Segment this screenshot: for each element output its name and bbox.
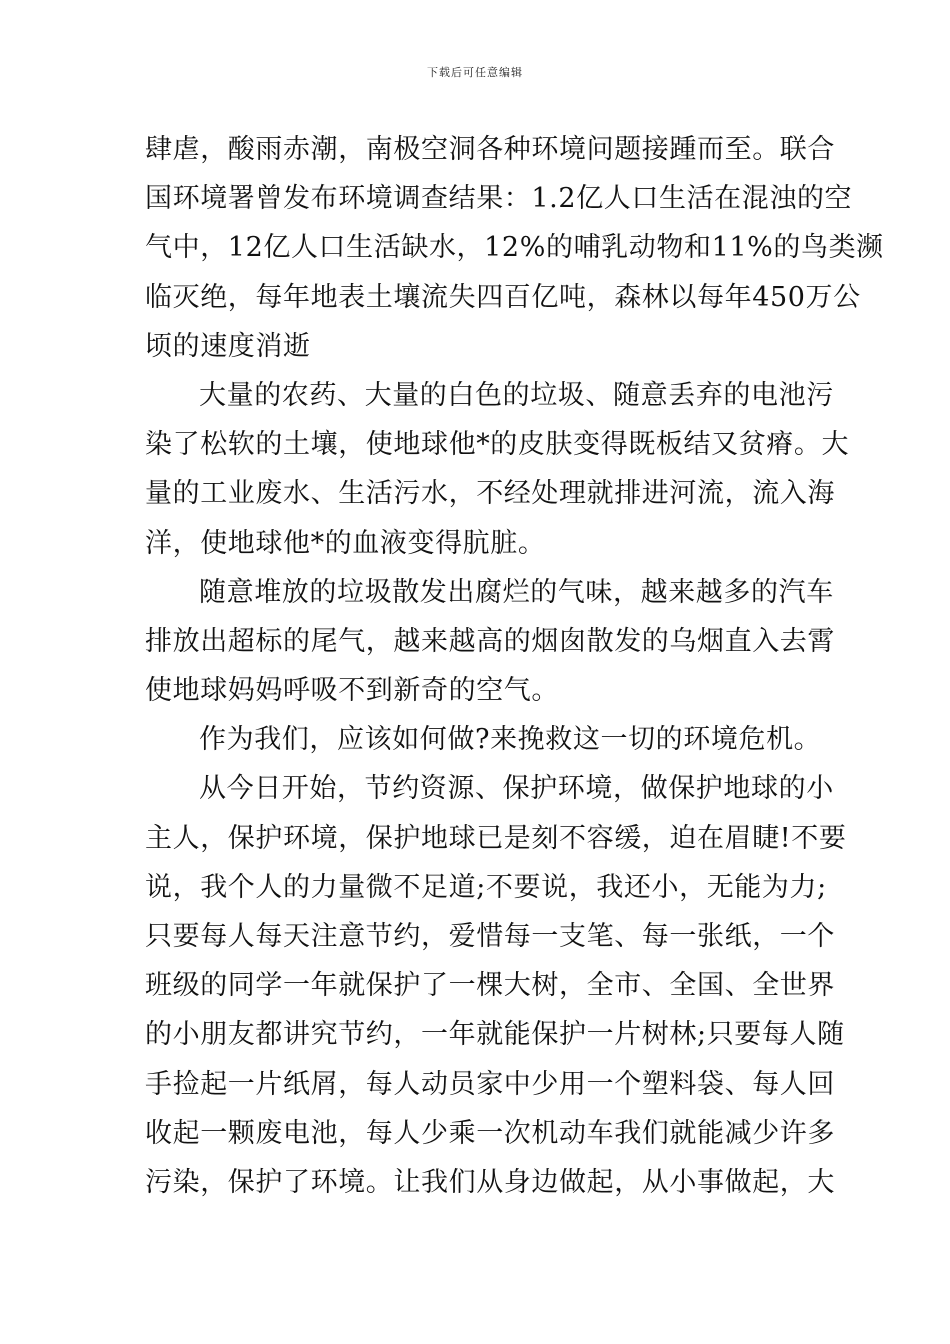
text-line: 随意堆放的垃圾散发出腐烂的气味，越来越多的汽车 <box>199 576 834 608</box>
page-header: 下载后可任意编辑 <box>427 66 523 79</box>
text-line: 量的工业废水、生活污水，不经处理就排进河流，流入海 <box>145 478 835 510</box>
text-line: 收起一颗废电池，每人少乘一次机动车我们就能减少许多 <box>145 1117 835 1149</box>
text-line: 染了松软的土壤，使地球他*的皮肤变得既板结又贫瘠。大 <box>145 429 850 461</box>
text-line: 手捡起一片纸屑，每人动员家中少用一个塑料袋、每人回 <box>145 1068 835 1100</box>
text-line: 肆虐，酸雨赤潮，南极空洞各种环境问题接踵而至。联合 <box>145 134 835 165</box>
text-line: 说，我个人的力量微不足道;不要说，我还小，无能为力; <box>145 871 827 903</box>
text-line: 气中，12亿人口生活缺水，12%的哺乳动物和11%的鸟类濒 <box>145 232 884 264</box>
text-line: 洋，使地球他*的血液变得肮脏。 <box>145 527 546 559</box>
text-line: 排放出超标的尾气，越来越高的烟囱散发的乌烟直入去霄 <box>145 625 835 657</box>
text-line: 污染，保护了环境。让我们从身边做起，从小事做起，大 <box>145 1166 835 1198</box>
text-line: 国环境署曾发布环境调查结果：1.2亿人口生活在混浊的空 <box>145 183 853 215</box>
text-line: 班级的同学一年就保护了一棵大树，全市、全国、全世界 <box>145 970 835 1002</box>
text-line: 临灭绝，每年地表土壤流失四百亿吨，森林以每年450万公 <box>145 281 861 313</box>
text-line: 作为我们，应该如何做?来挽救这一切的环境危机。 <box>199 724 822 756</box>
text-line: 顷的速度消逝 <box>145 330 311 362</box>
text-line: 大量的农药、大量的白色的垃圾、随意丢弃的电池污 <box>199 379 834 411</box>
text-line: 主人，保护环境，保护地球已是刻不容缓，迫在眉睫!不要 <box>145 822 847 854</box>
body-text <box>145 125 884 1207</box>
text-line: 只要每人每天注意节约，爱惜每一支笔、每一张纸，一个 <box>145 921 835 952</box>
text-line: 从今日开始，节约资源、保护环境，做保护地球的小 <box>199 773 834 805</box>
text-line: 使地球妈妈呼吸不到新奇的空气。 <box>145 675 559 707</box>
text-line: 的小朋友都讲究节约，一年就能保护一片树林;只要每人随 <box>145 1019 845 1051</box>
